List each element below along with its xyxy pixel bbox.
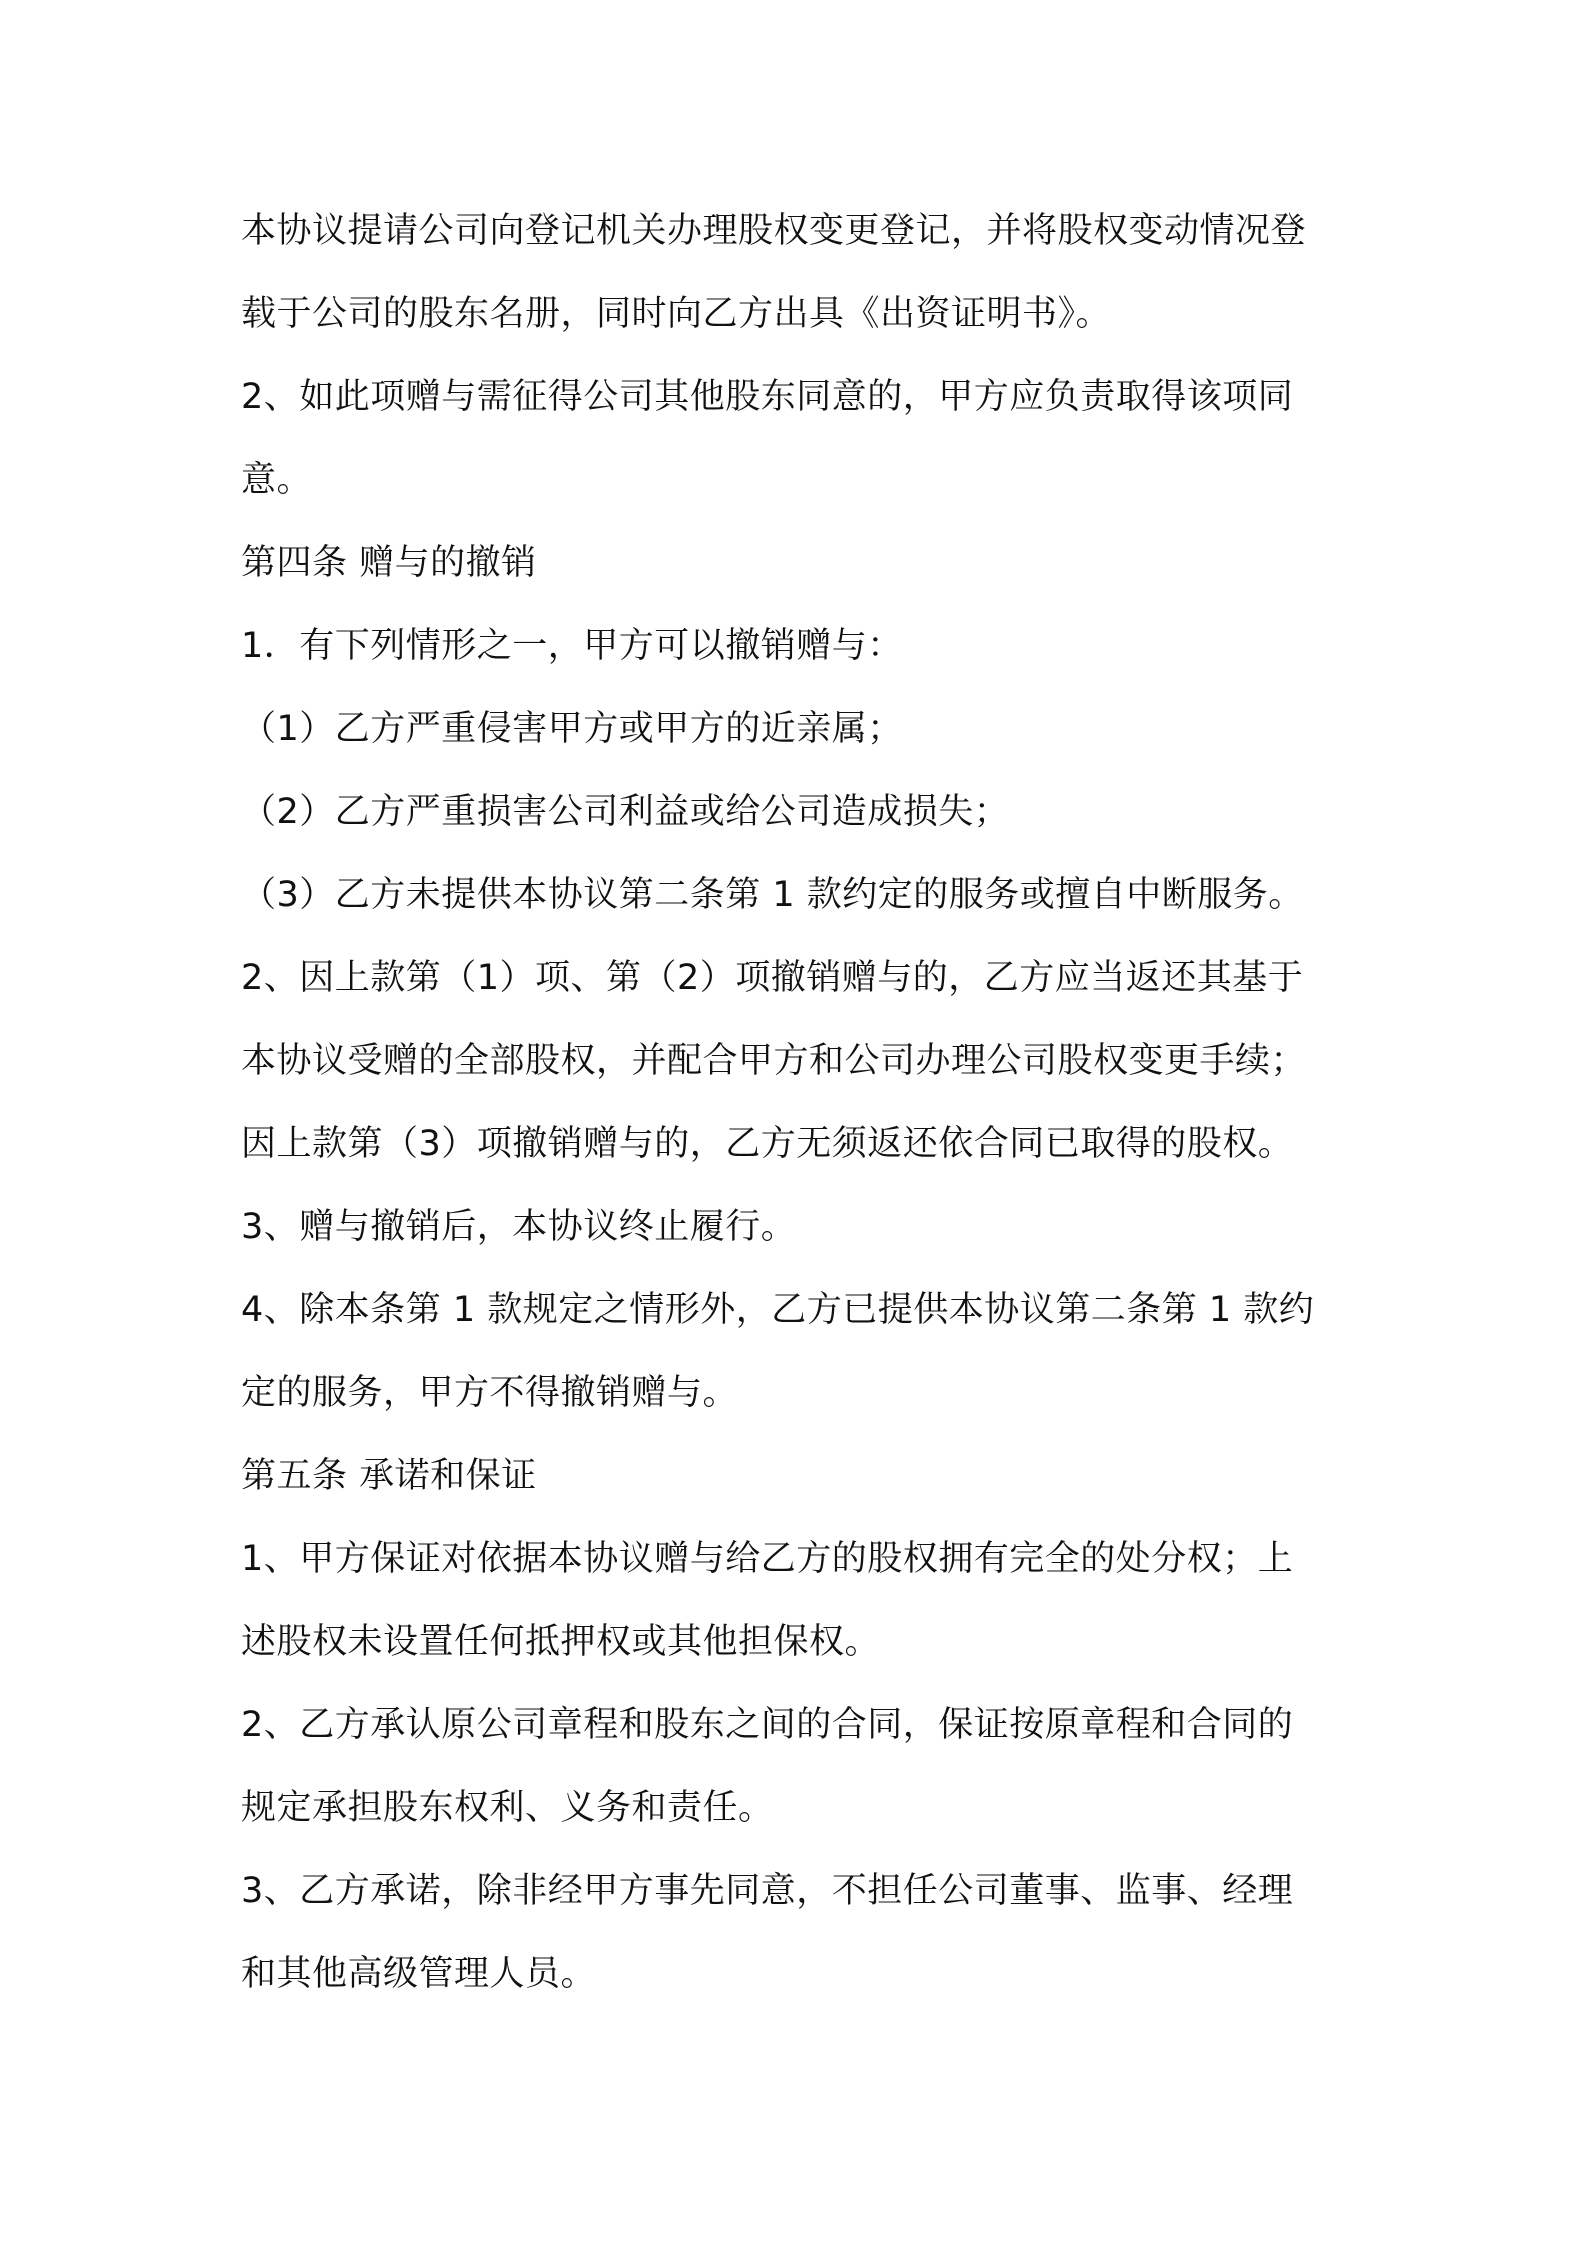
paragraph-line: 意。 (241, 460, 313, 500)
list-item: （1）乙方严重侵害甲方或甲方的近亲属； (241, 709, 903, 749)
paragraph-line: 载于公司的股东名册，同时向乙方出具《出资证明书》。 (241, 294, 1112, 334)
paragraph-line: 1．有下列情形之一，甲方可以撤销赠与： (241, 626, 903, 666)
paragraph-line: 3、乙方承诺，除非经甲方事先同意，不担任公司董事、监事、经理 (241, 1871, 1294, 1911)
paragraph-line: 2、如此项赠与需征得公司其他股东同意的，甲方应负责取得该项同 (241, 377, 1294, 417)
paragraph-line: 1、甲方保证对依据本协议赠与给乙方的股权拥有完全的处分权；上 (241, 1539, 1294, 1579)
paragraph-line: 本协议提请公司向登记机关办理股权变更登记，并将股权变动情况登 (241, 211, 1307, 251)
paragraph-line: 本协议受赠的全部股权，并配合甲方和公司办理公司股权变更手续； (241, 1041, 1307, 1081)
paragraph-line: 规定承担股东权利、义务和责任。 (241, 1788, 774, 1828)
section-heading: 第四条 赠与的撤销 (241, 543, 537, 583)
section-heading: 第五条 承诺和保证 (241, 1456, 537, 1496)
paragraph-line: 2、因上款第（1）项、第（2）项撤销赠与的，乙方应当返还其基于 (241, 958, 1304, 998)
paragraph-line: 和其他高级管理人员。 (241, 1954, 597, 1994)
paragraph-line: 2、乙方承认原公司章程和股东之间的合同，保证按原章程和合同的 (241, 1705, 1294, 1745)
list-item: （3）乙方未提供本协议第二条第 1 款约定的服务或擅自中断服务。 (241, 875, 1304, 915)
paragraph-line: 定的服务，甲方不得撤销赠与。 (241, 1373, 739, 1413)
paragraph-line: 3、赠与撤销后，本协议终止履行。 (241, 1207, 797, 1247)
paragraph-line: 因上款第（3）项撤销赠与的，乙方无须返还依合同已取得的股权。 (241, 1124, 1294, 1164)
list-item: （2）乙方严重损害公司利益或给公司造成损失； (241, 792, 1010, 832)
paragraph-line: 4、除本条第 1 款规定之情形外，乙方已提供本协议第二条第 1 款约 (241, 1290, 1315, 1330)
paragraph-line: 述股权未设置任何抵押权或其他担保权。 (241, 1622, 881, 1662)
